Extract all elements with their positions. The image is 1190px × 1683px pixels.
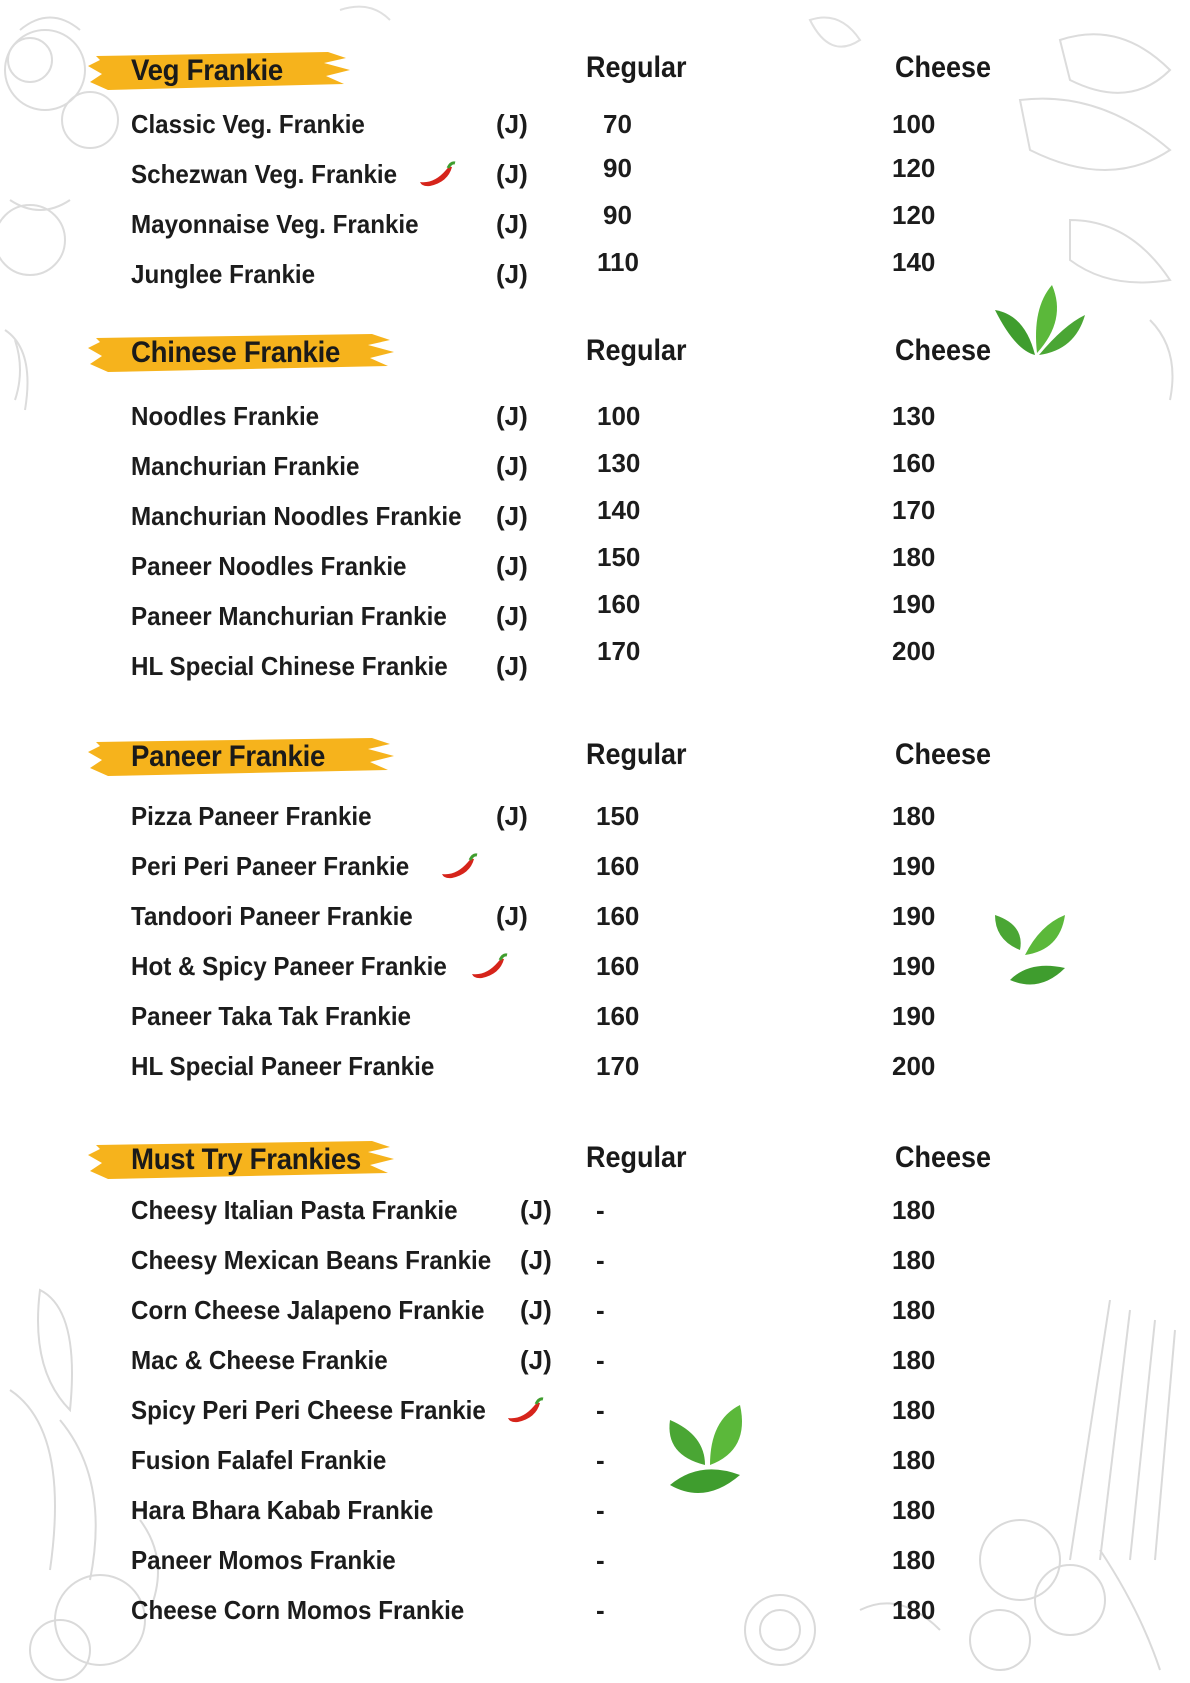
leaf-icon <box>995 285 1085 360</box>
price-regular: - <box>596 1445 605 1475</box>
price-regular: - <box>596 1595 605 1625</box>
price-cheese: 190 <box>892 589 936 619</box>
chili-icon <box>418 160 456 188</box>
price-regular: 130 <box>597 448 641 478</box>
price-cheese: 190 <box>892 1001 936 1031</box>
price-cheese: 190 <box>892 851 936 881</box>
menu-item-row <box>0 1242 1190 1278</box>
menu-item-row <box>0 495 1190 534</box>
item-name: Junglee Frankie <box>131 259 316 289</box>
price-regular: 170 <box>596 1051 640 1081</box>
price-regular: 170 <box>597 636 641 666</box>
jain-tag: (J) <box>496 159 528 189</box>
menu-item-row <box>0 542 1190 584</box>
item-name: Cheesy Mexican Beans Frankie <box>131 1245 492 1275</box>
price-regular: 90 <box>603 200 632 230</box>
menu-item-row <box>0 1342 1190 1378</box>
price-cheese: 180 <box>892 1395 936 1425</box>
price-regular: 160 <box>596 1001 640 1031</box>
menu-item-row <box>0 589 1190 634</box>
menu-item-row <box>0 1442 1190 1478</box>
price-cheese: 190 <box>892 951 936 981</box>
price-cheese: 130 <box>892 401 936 431</box>
item-name: Tandoori Paneer Frankie <box>131 901 413 931</box>
item-name: Cheese Corn Momos Frankie <box>131 1595 465 1625</box>
price-cheese: 120 <box>892 153 936 183</box>
item-name: Noodles Frankie <box>131 401 320 431</box>
price-regular: - <box>596 1545 605 1575</box>
price-cheese: 190 <box>892 901 936 931</box>
item-name: Hara Bhara Kabab Frankie <box>131 1495 434 1525</box>
jain-tag: (J) <box>496 651 528 681</box>
price-regular: 110 <box>597 247 639 277</box>
price-cheese: 200 <box>892 636 936 666</box>
menu-item-row <box>0 636 1190 684</box>
price-regular: 140 <box>597 495 641 525</box>
price-regular: 160 <box>596 951 640 981</box>
section-header-paneer-frankie <box>88 734 398 780</box>
column-header-cheese: Cheese <box>895 1141 992 1174</box>
menu-item-row <box>0 798 1190 834</box>
item-name: Paneer Noodles Frankie <box>131 551 407 581</box>
menu-item-row <box>0 200 1190 242</box>
section-title: Chinese Frankie <box>131 336 341 369</box>
menu-item-row <box>0 898 1190 934</box>
item-name: Pizza Paneer Frankie <box>131 801 372 831</box>
price-regular: 90 <box>603 153 632 183</box>
price-regular: 160 <box>596 901 640 931</box>
menu-item-row <box>0 1048 1190 1084</box>
price-cheese: 180 <box>892 1245 936 1275</box>
price-cheese: 180 <box>892 542 936 572</box>
jain-tag: (J) <box>496 551 528 581</box>
item-name: Paneer Manchurian Frankie <box>131 601 447 631</box>
item-name: Fusion Falafel Frankie <box>131 1445 387 1475</box>
item-name: Mayonnaise Veg. Frankie <box>131 209 419 239</box>
column-header-regular: Regular <box>586 51 687 84</box>
price-cheese: 200 <box>892 1051 936 1081</box>
menu-item-row <box>0 448 1190 484</box>
section-header-chinese-frankie <box>88 330 398 376</box>
price-regular: - <box>596 1345 605 1375</box>
column-header-regular: Regular <box>586 738 687 771</box>
price-cheese: 180 <box>892 1345 936 1375</box>
section-title: Veg Frankie <box>131 54 283 87</box>
jain-tag: (J) <box>520 1345 552 1375</box>
item-name: HL Special Paneer Frankie <box>131 1051 435 1081</box>
chili-icon <box>470 952 508 980</box>
jain-tag: (J) <box>520 1295 552 1325</box>
price-cheese: 180 <box>892 801 936 831</box>
menu-item-row <box>0 247 1190 292</box>
menu-item-row <box>0 1392 1190 1428</box>
item-name: Classic Veg. Frankie <box>131 109 365 139</box>
jain-tag: (J) <box>496 451 528 481</box>
price-regular: 150 <box>596 801 640 831</box>
menu-item-row <box>0 998 1190 1034</box>
item-name: Schezwan Veg. Frankie <box>131 159 398 189</box>
jain-tag: (J) <box>496 209 528 239</box>
column-header-cheese: Cheese <box>895 334 992 367</box>
price-regular: 160 <box>596 851 640 881</box>
price-regular: - <box>596 1295 605 1325</box>
column-header-regular: Regular <box>586 1141 687 1174</box>
price-cheese: 160 <box>892 448 936 478</box>
item-name: Paneer Taka Tak Frankie <box>131 1001 412 1031</box>
price-cheese: 180 <box>892 1445 936 1475</box>
section-header-veg-frankie <box>88 48 358 94</box>
jain-tag: (J) <box>496 501 528 531</box>
jain-tag: (J) <box>520 1195 552 1225</box>
column-header-cheese: Cheese <box>895 738 992 771</box>
item-name: Spicy Peri Peri Cheese Frankie <box>131 1395 486 1425</box>
column-header-cheese: Cheese <box>895 51 992 84</box>
price-cheese: 180 <box>892 1595 936 1625</box>
item-name: Peri Peri Paneer Frankie <box>131 851 410 881</box>
item-name: Corn Cheese Jalapeno Frankie <box>131 1295 485 1325</box>
column-header-regular: Regular <box>586 334 687 367</box>
price-regular: - <box>596 1495 605 1525</box>
jain-tag: (J) <box>496 259 528 289</box>
item-name: Mac & Cheese Frankie <box>131 1345 388 1375</box>
menu-item-row <box>0 1192 1190 1228</box>
price-cheese: 170 <box>892 495 936 525</box>
menu-item-row <box>0 398 1190 434</box>
item-name: Cheesy Italian Pasta Frankie <box>131 1195 458 1225</box>
price-regular: - <box>596 1195 605 1225</box>
jain-tag: (J) <box>496 401 528 431</box>
menu-item-row <box>0 153 1190 192</box>
price-cheese: 180 <box>892 1495 936 1525</box>
item-name: HL Special Chinese Frankie <box>131 651 448 681</box>
menu-item-row <box>0 848 1190 884</box>
jain-tag: (J) <box>496 109 528 139</box>
price-cheese: 180 <box>892 1195 936 1225</box>
menu-item-row <box>0 1492 1190 1528</box>
price-regular: - <box>596 1245 605 1275</box>
chili-icon <box>440 852 478 880</box>
item-name: Paneer Momos Frankie <box>131 1545 396 1575</box>
section-title: Must Try Frankies <box>131 1143 361 1176</box>
price-regular: 160 <box>597 589 641 619</box>
price-regular: 100 <box>597 401 641 431</box>
jain-tag: (J) <box>496 601 528 631</box>
jain-tag: (J) <box>496 801 528 831</box>
menu-item-row <box>0 1292 1190 1328</box>
jain-tag: (J) <box>520 1245 552 1275</box>
price-regular: 150 <box>597 542 641 572</box>
section-header-must-try-frankies <box>88 1137 398 1183</box>
item-name: Manchurian Noodles Frankie <box>131 501 462 531</box>
price-cheese: 120 <box>892 200 936 230</box>
menu-item-row <box>0 948 1190 984</box>
menu-item-row <box>0 106 1190 142</box>
section-title: Paneer Frankie <box>131 740 326 773</box>
item-name: Hot & Spicy Paneer Frankie <box>131 951 447 981</box>
jain-tag: (J) <box>496 901 528 931</box>
menu-item-row <box>0 1592 1190 1628</box>
price-regular: - <box>596 1395 605 1425</box>
menu-item-row <box>0 1542 1190 1578</box>
price-cheese: 100 <box>892 109 936 139</box>
price-cheese: 180 <box>892 1545 936 1575</box>
price-cheese: 180 <box>892 1295 936 1325</box>
price-cheese: 140 <box>892 247 936 277</box>
price-regular: 70 <box>603 109 632 139</box>
item-name: Manchurian Frankie <box>131 451 360 481</box>
chili-icon <box>506 1396 544 1424</box>
